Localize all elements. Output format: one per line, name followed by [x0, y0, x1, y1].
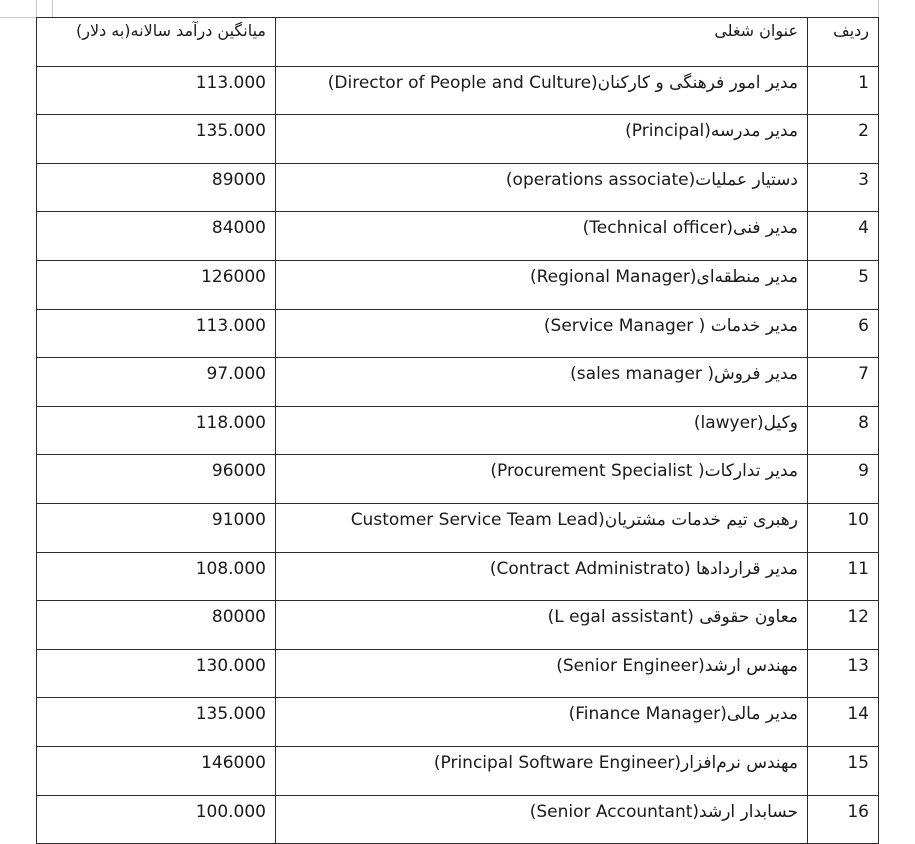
job-title-cell	[276, 260, 808, 309]
row-index-text: 12	[847, 607, 869, 628]
salary-cell	[37, 698, 276, 747]
job-title-cell	[276, 406, 808, 455]
salary-cell	[37, 601, 276, 650]
row-index-cell	[808, 163, 879, 212]
row-index-cell	[808, 503, 879, 552]
job-title-cell	[276, 795, 808, 844]
table-row	[37, 746, 879, 795]
job-title-text: مهندس ارشد(Senior Engineer)	[556, 655, 798, 676]
header-title-cell	[276, 18, 808, 67]
table-row	[37, 455, 879, 504]
row-index-text: 11	[847, 558, 869, 579]
salary-cell	[37, 115, 276, 164]
salary-text: 100.000	[195, 801, 266, 822]
job-title-text: وکیل(lawyer)	[693, 412, 798, 433]
row-index-cell	[808, 455, 879, 504]
salary-cell	[37, 649, 276, 698]
salary-text: 91000	[211, 509, 266, 530]
job-title-text: مدیر قراردادها (Contract Administrato)	[489, 558, 798, 579]
job-title-cell	[276, 503, 808, 552]
job-title-cell	[276, 649, 808, 698]
job-title-cell	[276, 455, 808, 504]
header-salary-label: میانگین درآمد سالانه(به دلار)	[75, 21, 266, 40]
job-title-cell	[276, 358, 808, 407]
salary-cell	[37, 552, 276, 601]
table-row	[37, 212, 879, 261]
row-index-text: 9	[858, 461, 869, 482]
row-index-cell	[808, 746, 879, 795]
row-index-cell	[808, 552, 879, 601]
job-title-text: مدیر فنی(Technical officer)	[582, 218, 798, 239]
job-title-text: معاون حقوقی (L egal assistant)	[547, 607, 798, 628]
table-header-row	[37, 18, 879, 67]
table-row	[37, 503, 879, 552]
job-title-cell	[276, 309, 808, 358]
job-title-cell	[276, 698, 808, 747]
row-index-cell	[808, 66, 879, 115]
table-row	[37, 358, 879, 407]
row-index-cell	[808, 406, 879, 455]
salary-text: 118.000	[195, 412, 266, 433]
job-title-text: مدیر امور فرهنگی و کارکنان(Director of People and Culture)	[327, 72, 798, 93]
job-title-text: رهبری تیم خدمات مشتریان(Customer Service Team Lead	[350, 509, 798, 530]
header-index-label: ردیف	[833, 21, 869, 40]
salary-cell	[37, 746, 276, 795]
row-index-cell	[808, 698, 879, 747]
row-index-cell	[808, 212, 879, 261]
job-title-text: مدیر منطقه‌ای(Regional Manager)	[529, 266, 798, 287]
row-index-text: 7	[858, 364, 869, 385]
row-index-cell	[808, 309, 879, 358]
salary-cell	[37, 309, 276, 358]
row-index-cell	[808, 795, 879, 844]
row-index-text: 6	[858, 315, 869, 336]
salary-text: 108.000	[195, 558, 266, 579]
row-index-text: 15	[847, 752, 869, 773]
job-title-cell	[276, 163, 808, 212]
salary-cell	[37, 212, 276, 261]
salary-text: 96000	[211, 461, 266, 482]
job-title-text: مدیر فروش( sales manager)	[570, 364, 798, 385]
row-index-text: 5	[858, 266, 869, 287]
row-index-cell	[808, 358, 879, 407]
table-row	[37, 698, 879, 747]
table-row	[37, 601, 879, 650]
table-row	[37, 163, 879, 212]
job-title-cell	[276, 115, 808, 164]
job-title-cell	[276, 212, 808, 261]
job-title-text: مدیر تدارکات( Procurement Specialist)	[490, 461, 798, 482]
salary-table-body	[37, 18, 879, 844]
row-index-text: 2	[858, 121, 869, 142]
job-title-cell	[276, 601, 808, 650]
table-row	[37, 552, 879, 601]
salary-cell	[37, 66, 276, 115]
header-salary-cell	[37, 18, 276, 67]
table-row	[37, 795, 879, 844]
row-index-text: 14	[847, 704, 869, 725]
row-index-text: 16	[847, 801, 869, 822]
salary-text: 126000	[201, 266, 266, 287]
job-title-text: مدیر مالی(Finance Manager)	[568, 704, 798, 725]
margin-guide-left-inner	[52, 0, 53, 17]
table-row	[37, 649, 879, 698]
margin-guide-left	[36, 0, 37, 17]
job-title-cell	[276, 746, 808, 795]
salary-text: 146000	[201, 752, 266, 773]
salary-cell	[37, 455, 276, 504]
salary-cell	[37, 503, 276, 552]
table-row	[37, 260, 879, 309]
margin-guide-right	[878, 0, 879, 17]
salary-text: 113.000	[195, 315, 266, 336]
job-title-cell	[276, 66, 808, 115]
row-index-cell	[808, 260, 879, 309]
table-row	[37, 66, 879, 115]
salary-text: 135.000	[195, 704, 266, 725]
salary-text: 130.000	[195, 655, 266, 676]
job-title-text: مدیر خدمات ( Service Manager)	[543, 315, 798, 336]
table-row	[37, 406, 879, 455]
table-row	[37, 309, 879, 358]
row-index-text: 3	[858, 169, 869, 190]
salary-text: 113.000	[195, 72, 266, 93]
job-title-text: مدیر مدرسه(Principal)	[625, 121, 798, 142]
job-title-text: حسابدار ارشد(Senior Accountant)	[529, 801, 798, 822]
header-index-cell	[808, 18, 879, 67]
row-index-cell	[808, 115, 879, 164]
margin-guide-top-left	[0, 17, 36, 18]
row-index-text: 10	[847, 509, 869, 530]
salary-cell	[37, 260, 276, 309]
salary-cell	[37, 163, 276, 212]
job-title-cell	[276, 552, 808, 601]
job-title-text: مهندس نرم‌افزار(Principal Software Engineer)	[433, 752, 798, 773]
row-index-cell	[808, 649, 879, 698]
salary-text: 80000	[211, 607, 266, 628]
row-index-text: 4	[858, 218, 869, 239]
table-row	[37, 115, 879, 164]
row-index-text: 8	[858, 412, 869, 433]
salary-table	[36, 17, 879, 844]
salary-cell	[37, 358, 276, 407]
salary-text: 84000	[211, 218, 266, 239]
job-title-text: دستیار عملیات(operations associate)	[505, 169, 798, 190]
salary-text: 97.000	[206, 364, 266, 385]
row-index-cell	[808, 601, 879, 650]
salary-cell	[37, 406, 276, 455]
row-index-text: 1	[858, 72, 869, 93]
salary-text: 89000	[211, 169, 266, 190]
row-index-text: 13	[847, 655, 869, 676]
salary-text: 135.000	[195, 121, 266, 142]
header-title-label: عنوان شغلی	[714, 21, 798, 40]
salary-cell	[37, 795, 276, 844]
